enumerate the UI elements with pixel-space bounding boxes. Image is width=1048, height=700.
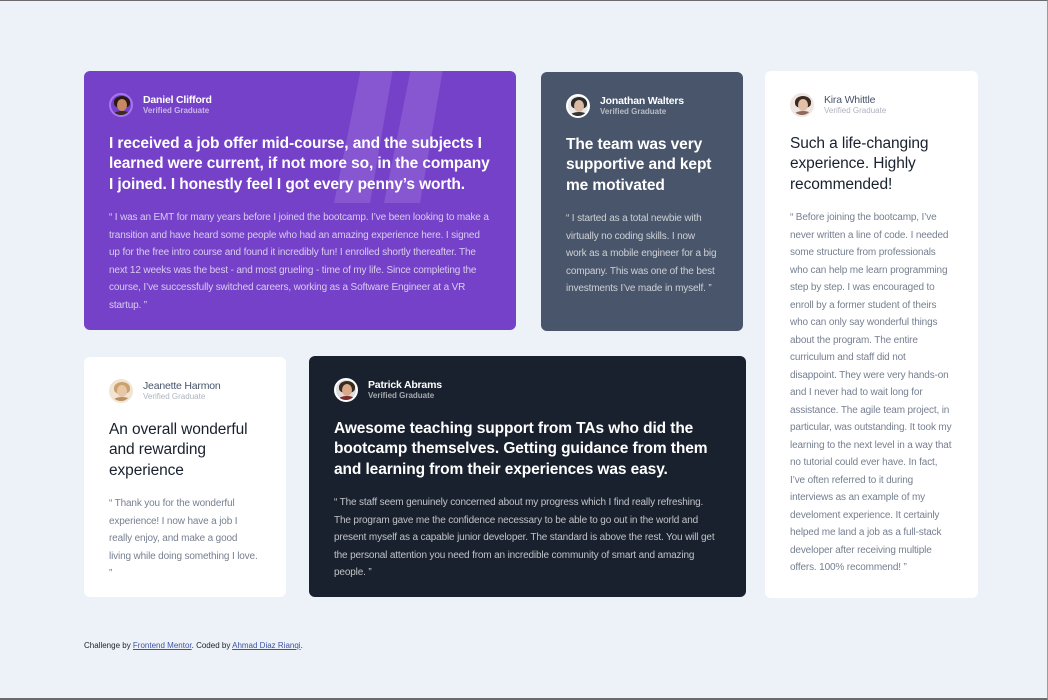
attribution-middle: . Coded by [191, 641, 233, 650]
author-link[interactable]: Ahmad Diaz Rianqi [232, 641, 301, 650]
avatar [334, 378, 358, 402]
testimonial-author [109, 93, 491, 117]
testimonial-headline: Such a life-changing experience. Highly recommended! [790, 135, 929, 193]
author-role: Verified Graduate [143, 106, 210, 116]
testimonial-author [109, 379, 261, 403]
testimonial-body: “ The staff seem genuinely concerned about my progress which I find really refreshing. The program gave me the confidence necessary to be able to go out in the world and present myself as a capable junior developer. The standard is above the rest. You will get the personal attention you need from an incredible community of smart and amazing people. ” [334, 497, 715, 579]
testimonial-author [334, 378, 721, 402]
author-name: Jeanette Harmon [143, 380, 221, 393]
avatar [109, 93, 133, 117]
avatar [566, 94, 590, 118]
testimonial-author [790, 93, 953, 117]
avatar [109, 379, 133, 403]
author-name: Jonathan Walters [600, 95, 684, 108]
testimonial-card-daniel [84, 71, 516, 330]
testimonial-card-patrick [309, 356, 746, 597]
testimonial-headline: The team was very supportive and kept me motivated [566, 136, 712, 194]
testimonial-card-jonathan [541, 72, 743, 331]
attribution-prefix: Challenge by [84, 641, 133, 650]
author-role: Verified Graduate [824, 106, 887, 116]
attribution [84, 641, 303, 650]
testimonial-card-kira [765, 71, 978, 598]
testimonial-headline: I received a job offer mid-course, and the subjects I learned were current, if not more so, in the company I joined. I honestly feel I got every penny’s worth. [109, 135, 490, 193]
testimonial-headline: Awesome teaching support from TAs who did the bootcamp themselves. Getting guidance from them and learning from their experiences was easy. [334, 420, 708, 478]
testimonial-body: “ Thank you for the wonderful experience! I now have a job I really enjoy, and make a good living while doing something I love. ” [109, 498, 258, 580]
testimonial-card-jeanette [84, 357, 286, 597]
frontend-mentor-link[interactable]: Frontend Mentor [132, 641, 192, 650]
author-name: Daniel Clifford [143, 94, 212, 107]
testimonial-body: “ Before joining the bootcamp, I’ve never written a line of code. I needed some structure from professionals who can help me learn programming step by step. I was encouraged to enroll by a former student of theirs who can only say wonderful things about the program. The entire curriculum and staff did not disappoint. They were very hands-on and I never had to wait long for assistance. The agile team project, in particular, was outstanding. It took my learning to the next level in a way that no tutorial could ever have. In fact, I’ve often referred to it during interviews as an example of my develoment experience. It certainly helped me land a job as a full-stack developer after receiving multiple offers. 100% recommend! ” [790, 212, 952, 574]
author-name: Kira Whittle [824, 94, 876, 107]
avatar [790, 93, 814, 117]
author-role: Verified Graduate [600, 107, 667, 117]
attribution-suffix: . [300, 641, 303, 650]
author-role: Verified Graduate [143, 392, 206, 402]
author-name: Patrick Abrams [368, 379, 442, 392]
testimonial-body: “ I started as a total newbie with virtually no coding skills. I now work as a mobile engineer for a big company. This was one of the best investments I’ve made in myself. ” [566, 213, 717, 295]
author-role: Verified Graduate [368, 391, 435, 401]
testimonial-author [566, 94, 718, 118]
testimonial-body: “ I was an EMT for many years before I joined the bootcamp. I’ve been looking to make a transition and have heard some people who had an amazing experience here. I signed up for the free intro course and found it incredibly fun! I enrolled shortly thereafter. The next 12 weeks was the best - and most grueling - time of my life. Since completing the course, I’ve successfully switched careers, working as a Software Engineer at a VR startup. ” [109, 212, 489, 311]
testimonial-headline: An overall wonderful and rewarding experience [109, 421, 248, 479]
